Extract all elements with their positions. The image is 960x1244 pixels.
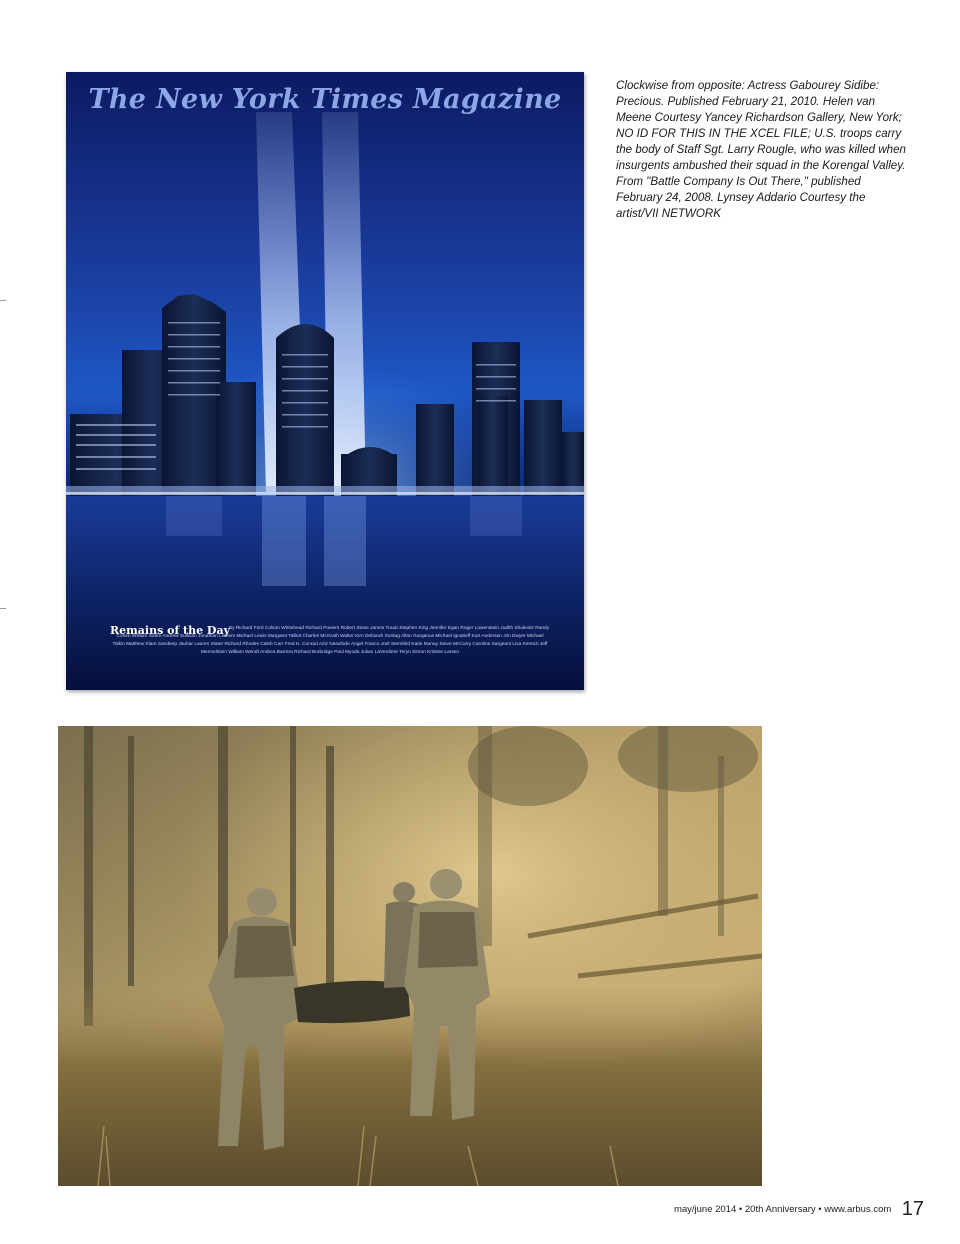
cover-contributor-list: By Richard Ford Colson Whitehead Richard Powers Robert Stone James Traub Stephen King Jennifer Egan Roger Lowenstein Judith Shulevitz Randy Cohen William Safire Andrew Sullivan Jonathan Lethem Michael Lewis Margaret Talbot Charles McGrath Walter Kirn Deborah Sontag Allan Gurganus Michael Ignatieff Kurt Andersen Jim Dwyer Michael Tolkin Matthew Klam Sandeep Jauhar Lauren Slater Richard Rhodes Caleb Carr Fred H. Conrad Aziz Nasufode Angel Franco Joel Sternfeld Katie Munay Steve McCurry Caroline Sargeant Lisa Kereszi Jeff Mermelstein William Wendt Andrea Barrera Richard Burbridge Paul Myoda Julian LaVerdiere Teryn Simon Kristine Larsen — [112, 626, 550, 655]
masthead-dateline — [66, 118, 584, 124]
page-number: 17 — [901, 1198, 924, 1220]
photo-caption: Clockwise from opposite: Actress Gabourey Sidibe: Precious. Published February 21, 2010. Helen van Meene Courtesy Yancey Richardson Gallery, New York; NO ID FOR THIS IN THE XCEL FILE; U.S. troops carry the body of Staff Sgt. Larry Rougle, who was killed when insurgents ambushed their squad in the Korengal Valley. From "Battle Company Is Out There," published February 24, 2008. Lynsey Addario Courtesy the artist/VII NETWORK — [616, 79, 907, 220]
soldiers-in-dusty-forest-illustration — [58, 726, 762, 1186]
soldiers-carrying-body-photo — [58, 726, 762, 1186]
page-edge-mark — [0, 300, 6, 301]
page-edge-mark — [0, 608, 6, 609]
tribute-in-light-skyline-illustration — [66, 72, 584, 690]
footer-text: may/june 2014 • 20th Anniversary • www.arbus.com — [673, 1204, 892, 1215]
page-footer — [674, 1198, 924, 1221]
magazine-masthead: The New York Times Magazine — [88, 84, 562, 115]
cover-headline: Remains of the Day — [110, 624, 230, 637]
magazine-cover-image — [66, 72, 584, 690]
